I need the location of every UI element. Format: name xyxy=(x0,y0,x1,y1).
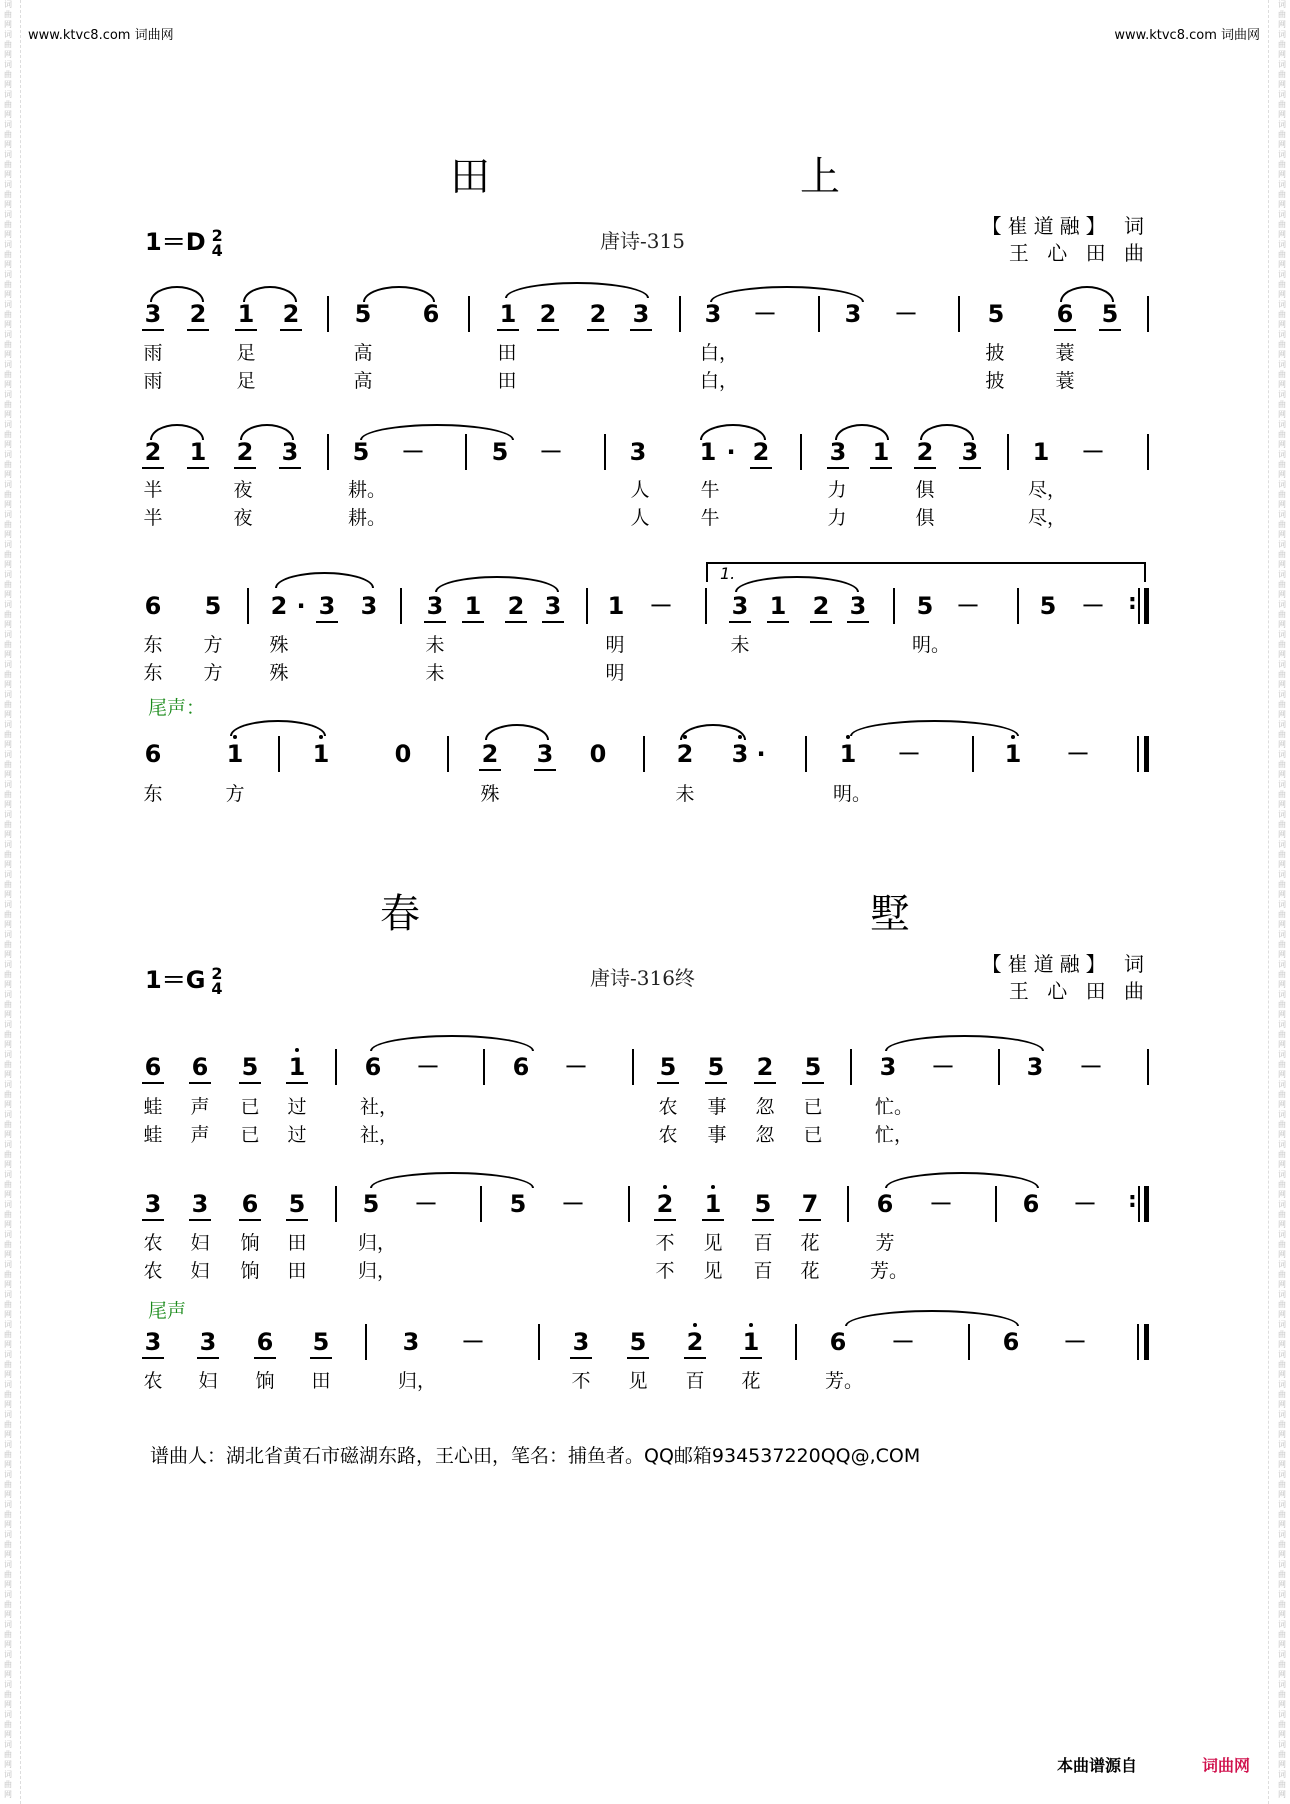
dash: － xyxy=(1081,438,1105,466)
song1-staff-row2 xyxy=(0,438,1290,478)
note-high: 1 xyxy=(835,740,861,768)
song2-staff-row2 xyxy=(0,1190,1290,1230)
barline xyxy=(365,1324,367,1360)
note: 6 xyxy=(237,1190,263,1218)
note: 3 xyxy=(277,438,303,466)
note: 2 xyxy=(270,592,288,620)
note: 2 xyxy=(752,1053,778,1081)
note: 1 xyxy=(765,592,791,620)
note: 3 xyxy=(628,300,654,328)
song1-composer: 王 心 田 曲 xyxy=(1008,241,1150,265)
note: 5 xyxy=(308,1328,334,1356)
barline xyxy=(1007,434,1009,470)
note: 3 xyxy=(314,592,340,620)
composer-info: 谱曲人：湖北省黄石市磁湖东路，王心田，笔名：捕鱼者。QQ邮箱934537220QQ@,COM xyxy=(150,1445,921,1467)
repeat-barline xyxy=(1138,1186,1140,1222)
barline xyxy=(818,296,820,332)
barline xyxy=(604,434,606,470)
source-prefix: 本曲谱源自 xyxy=(1057,1756,1138,1775)
barline xyxy=(972,736,974,772)
barline xyxy=(1147,1049,1149,1085)
barline xyxy=(335,1186,337,1222)
note: 1 xyxy=(495,300,521,328)
note: 5 xyxy=(237,1053,263,1081)
dash: － xyxy=(416,1053,440,1081)
margin-line-right xyxy=(1268,0,1269,1804)
note: 1 xyxy=(460,592,486,620)
note: 6 xyxy=(1002,1328,1020,1356)
note-high: 1 xyxy=(1000,740,1026,768)
song1-time-signature: 2 4 xyxy=(211,226,223,260)
dash: － xyxy=(561,1190,585,1218)
dash: － xyxy=(956,592,980,620)
barline xyxy=(998,1049,1000,1085)
note: 2 xyxy=(585,300,611,328)
song2-time-signature: 2 4 xyxy=(211,964,223,998)
note: 2 xyxy=(185,300,211,328)
volta-bracket: 1. xyxy=(706,562,1146,582)
note: 3 xyxy=(844,300,862,328)
song2-composer: 王 心 田 曲 xyxy=(1008,979,1150,1003)
note: 5 xyxy=(800,1053,826,1081)
note: 3 xyxy=(1026,1053,1044,1081)
final-barline xyxy=(1137,736,1139,772)
note: 5 xyxy=(987,300,1005,328)
note: 6 xyxy=(876,1190,894,1218)
song1-lyricist: 【崔道融】 词 xyxy=(981,214,1150,238)
note: 6 xyxy=(422,300,440,328)
note: 1 xyxy=(699,438,717,466)
rest: 0 xyxy=(589,740,607,768)
barline xyxy=(1017,588,1019,624)
note: 2 xyxy=(503,592,529,620)
barline xyxy=(800,434,802,470)
barline xyxy=(679,296,681,332)
note: 1 xyxy=(868,438,894,466)
note: 5 xyxy=(362,1190,380,1218)
song1-title-char1: 田 xyxy=(450,154,490,200)
note-high: 2 xyxy=(652,1190,678,1218)
header-site-left[interactable]: www.ktvc8.com 词曲网 xyxy=(28,28,174,43)
note-high: 1 xyxy=(738,1328,764,1356)
barline xyxy=(968,1324,970,1360)
note: 3 xyxy=(195,1328,221,1356)
song1-key: 1＝D xyxy=(145,228,206,256)
song1-coda-label: 尾声： xyxy=(148,697,206,719)
dash: － xyxy=(753,300,777,328)
note: 5 xyxy=(1097,300,1123,328)
note: 2 xyxy=(748,438,774,466)
note: 6 xyxy=(1022,1190,1040,1218)
note: 3 xyxy=(825,438,851,466)
note: 5 xyxy=(655,1053,681,1081)
note: 3 xyxy=(727,592,753,620)
note: 6 xyxy=(364,1053,382,1081)
note: 3 xyxy=(140,300,166,328)
note: 3 xyxy=(879,1053,897,1081)
barline xyxy=(850,1049,852,1085)
note: 1 xyxy=(607,592,625,620)
note: 5 xyxy=(916,592,934,620)
note: 5 xyxy=(354,300,372,328)
dash: － xyxy=(539,438,563,466)
song2-title-char1: 春 xyxy=(380,891,420,937)
note: 6 xyxy=(187,1053,213,1081)
dash: － xyxy=(1079,1053,1103,1081)
note: 5 xyxy=(204,592,222,620)
note: 6 xyxy=(252,1328,278,1356)
note-high: 1 xyxy=(284,1053,310,1081)
barline xyxy=(805,736,807,772)
dash: － xyxy=(894,300,918,328)
barline xyxy=(628,1186,630,1222)
note: 6 xyxy=(829,1328,847,1356)
barline xyxy=(480,1186,482,1222)
barline xyxy=(1147,434,1149,470)
barline xyxy=(538,1324,540,1360)
dash: － xyxy=(649,592,673,620)
dash: － xyxy=(1063,1328,1087,1356)
barline xyxy=(847,1186,849,1222)
note: 3 xyxy=(140,1328,166,1356)
barline xyxy=(958,296,960,332)
note: 2 xyxy=(535,300,561,328)
note: 3 xyxy=(845,592,871,620)
barline xyxy=(995,1186,997,1222)
dash: － xyxy=(1073,1190,1097,1218)
dash: － xyxy=(931,1053,955,1081)
song1-title-char2: 上 xyxy=(800,154,840,200)
barline xyxy=(247,588,249,624)
barline xyxy=(632,1049,634,1085)
margin-line-left xyxy=(20,0,21,1804)
barline xyxy=(465,434,467,470)
note: 3 xyxy=(140,1190,166,1218)
barline xyxy=(643,736,645,772)
note: 5 xyxy=(352,438,370,466)
barline xyxy=(795,1324,797,1360)
song1-staff-row1 xyxy=(0,300,1290,340)
note: 3 xyxy=(532,740,558,768)
note: 5 xyxy=(284,1190,310,1218)
note: 1 xyxy=(1032,438,1050,466)
note-high: 1 xyxy=(222,740,248,768)
note-high: 1 xyxy=(700,1190,726,1218)
note-high: 2 xyxy=(682,1328,708,1356)
dash: － xyxy=(1066,740,1090,768)
note: 5 xyxy=(509,1190,527,1218)
note: 3 xyxy=(957,438,983,466)
note: 2 xyxy=(808,592,834,620)
note: 6 xyxy=(140,1053,166,1081)
note: 3 xyxy=(568,1328,594,1356)
barline xyxy=(327,434,329,470)
song2-staff-row1 xyxy=(0,1053,1290,1093)
note: 2 xyxy=(232,438,258,466)
note-high: 3 xyxy=(727,740,753,768)
note: 5 xyxy=(625,1328,651,1356)
dash: － xyxy=(414,1190,438,1218)
barline xyxy=(1147,296,1149,332)
song2-coda-staff xyxy=(0,1328,1290,1368)
note: 3 xyxy=(187,1190,213,1218)
barline xyxy=(327,296,329,332)
barline xyxy=(278,736,280,772)
note: 2 xyxy=(477,740,503,768)
song2-lyricist: 【崔道融】 词 xyxy=(981,952,1150,976)
note: 2 xyxy=(278,300,304,328)
final-barline xyxy=(1137,1324,1139,1360)
song1-coda-staff xyxy=(0,740,1290,780)
song1-subtitle: 唐诗-315 xyxy=(600,229,685,253)
song2-title-char2: 墅 xyxy=(870,891,910,937)
note: 3 xyxy=(629,438,647,466)
note: 6 xyxy=(144,592,162,620)
note: 5 xyxy=(491,438,509,466)
note: 3 xyxy=(422,592,448,620)
note: 3 xyxy=(540,592,566,620)
barline xyxy=(705,588,707,624)
note-high: 2 xyxy=(672,740,698,768)
barline xyxy=(400,588,402,624)
note: 3 xyxy=(360,592,378,620)
dash: － xyxy=(929,1190,953,1218)
barline xyxy=(893,588,895,624)
header-site-right[interactable]: www.ktvc8.com 词曲网 xyxy=(1114,28,1260,43)
note: 6 xyxy=(1052,300,1078,328)
song2-coda-label: 尾声 xyxy=(148,1300,187,1322)
dash: － xyxy=(564,1053,588,1081)
song1-key-signature xyxy=(145,222,223,258)
barline xyxy=(335,1049,337,1085)
barline xyxy=(483,1049,485,1085)
barline xyxy=(586,588,588,624)
note: 5 xyxy=(703,1053,729,1081)
dash: － xyxy=(401,438,425,466)
dot: · xyxy=(756,740,766,768)
note: 1 xyxy=(233,300,259,328)
note: 3 xyxy=(402,1328,420,1356)
source-site-link[interactable]: 词曲网 xyxy=(1202,1756,1251,1775)
song1-staff-row3 xyxy=(0,592,1290,632)
note: 5 xyxy=(750,1190,776,1218)
repeat-barline xyxy=(1138,588,1140,624)
note: 1 xyxy=(185,438,211,466)
note: 3 xyxy=(704,300,722,328)
dot: · xyxy=(296,592,306,620)
barline xyxy=(468,296,470,332)
dash: － xyxy=(1081,592,1105,620)
note: 2 xyxy=(140,438,166,466)
note: 2 xyxy=(912,438,938,466)
note-high: 1 xyxy=(308,740,334,768)
dash: － xyxy=(897,740,921,768)
dot: · xyxy=(726,438,736,466)
watermark-left: 词曲网词曲网词曲网词曲网词曲网词曲网词曲网词曲网词曲网词曲网词曲网词曲网词曲网词曲网词曲网词曲网词曲网词曲网词曲网词曲网词曲网词曲网词曲网词曲网词曲网词曲网词曲网词曲网词曲网词曲网词曲网词曲网词曲网词曲网词曲网词曲网词曲网词曲网词曲网词曲网词曲网词曲网词曲网词曲网词曲网词曲网词曲网词曲网词曲网词曲网词曲网词曲网词曲网词曲网词曲网词曲网词曲网词曲网词曲网词曲网 xyxy=(4,0,12,1799)
note: 5 xyxy=(1039,592,1057,620)
dash: － xyxy=(461,1328,485,1356)
song2-key: 1＝G xyxy=(145,966,206,994)
note: 7 xyxy=(797,1190,823,1218)
note: 6 xyxy=(144,740,162,768)
song2-subtitle: 唐诗-316终 xyxy=(590,966,695,990)
watermark-right: 词曲网词曲网词曲网词曲网词曲网词曲网词曲网词曲网词曲网词曲网词曲网词曲网词曲网词曲网词曲网词曲网词曲网词曲网词曲网词曲网词曲网词曲网词曲网词曲网词曲网词曲网词曲网词曲网词曲网词曲网词曲网词曲网词曲网词曲网词曲网词曲网词曲网词曲网词曲网词曲网词曲网词曲网词曲网词曲网词曲网词曲网词曲网词曲网词曲网词曲网词曲网词曲网词曲网词曲网词曲网词曲网词曲网词曲网词曲网词曲网 xyxy=(1278,0,1286,1799)
barline xyxy=(447,736,449,772)
song2-key-signature xyxy=(145,960,223,996)
note: 6 xyxy=(512,1053,530,1081)
dash: － xyxy=(891,1328,915,1356)
rest: 0 xyxy=(394,740,412,768)
